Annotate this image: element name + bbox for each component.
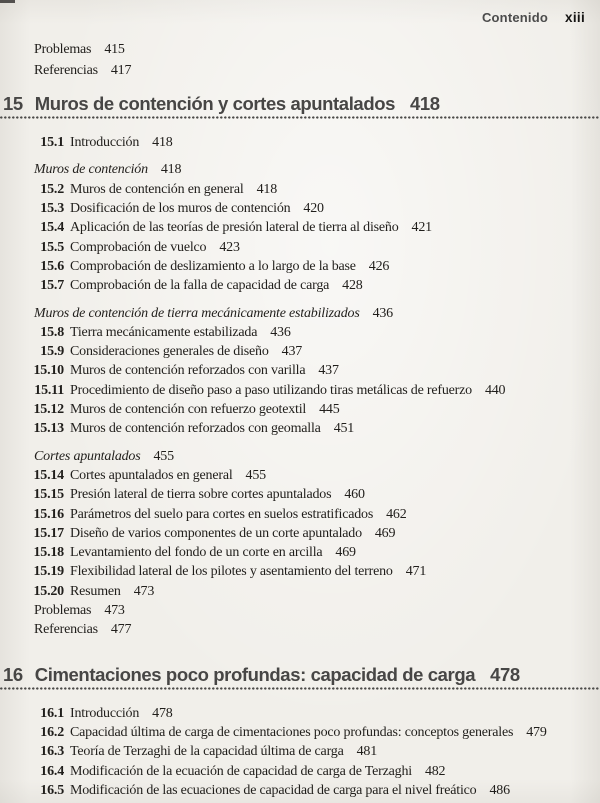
toc-list-item (27, 601, 590, 620)
chapter-entry-list (0, 133, 600, 639)
chapter-15-section (0, 93, 600, 639)
entry-page-number: 477 (110, 622, 132, 638)
entry-page-number: 437 (281, 344, 303, 360)
entry-page-number: 473 (104, 603, 125, 619)
entry-title: Referencias (34, 62, 98, 78)
entry-page-number: 482 (424, 763, 446, 779)
entry-page-number: 455 (153, 448, 174, 464)
entry-page-number: 436 (372, 305, 393, 321)
entry-number: 16.2 (40, 724, 64, 740)
entry-title: Muros de contención (34, 162, 148, 178)
entry-page-number: 445 (319, 402, 340, 418)
entry-number: 16.4 (40, 763, 64, 779)
entry-title: Introducción (70, 705, 140, 721)
entry-title: Comprobación de deslizamiento a lo largo de la base (70, 258, 356, 274)
entry-title: Modificación de las ecuaciones de capacidad de carga para el nivel freático (70, 782, 477, 798)
toc-entry (27, 199, 590, 218)
toc-entry (27, 419, 590, 438)
chapter-entry-list (0, 704, 600, 800)
entry-title: Presión lateral de tierra sobre cortes apuntalados (70, 487, 332, 503)
entry-page-number: 479 (526, 724, 547, 740)
toc-entry (27, 133, 590, 152)
entry-page-number: 451 (333, 421, 355, 437)
entry-page-number: 486 (489, 782, 510, 798)
chapter-page-number: 478 (490, 663, 520, 685)
chapter-16-section (0, 664, 600, 800)
entry-page-number: 469 (335, 545, 356, 561)
toc-entry (27, 276, 590, 295)
entry-page-number: 455 (245, 467, 266, 483)
entry-page-number: 462 (386, 506, 407, 522)
chapter-number: 15 (3, 93, 23, 115)
entry-title: Introducción (70, 135, 140, 151)
toc-entry (27, 466, 590, 485)
toc-entry (27, 218, 590, 237)
toc-list-item (27, 40, 590, 61)
entry-title: Flexibilidad lateral de los pilotes y asentamiento del terreno (70, 564, 393, 580)
entry-page-number: 423 (219, 239, 240, 255)
entry-number: 15.5 (40, 239, 64, 255)
entry-number: 15.4 (40, 220, 64, 236)
entry-number: 15.18 (33, 545, 64, 561)
entry-title: Referencias (34, 622, 98, 638)
toc-entry (27, 762, 590, 781)
chapter-heading (0, 93, 600, 115)
toc-entry (27, 342, 590, 361)
entry-title: Capacidad última de carga de cimentaciones poco profundas: conceptos generales (70, 724, 514, 740)
toc-entry (27, 257, 590, 276)
entry-page-number: 415 (104, 42, 125, 57)
toc-entry (27, 485, 590, 504)
entry-number: 16.3 (40, 744, 64, 760)
entry-title: Parámetros del suelo para cortes en suelos estratificados (70, 506, 374, 522)
toc-entry (27, 742, 590, 761)
entry-number: 15.20 (33, 583, 64, 599)
entry-page-number: 460 (344, 487, 365, 503)
entry-title: Muros de contención reforzados con varilla (70, 363, 306, 379)
toc-group-heading (27, 160, 590, 179)
entry-page-number: 420 (303, 201, 324, 217)
toc-entry (27, 524, 590, 543)
entry-page-number: 473 (133, 583, 155, 599)
entry-title: Tierra mecánicamente estabilizada (70, 324, 258, 340)
entry-title: Modificación de la ecuación de capacidad de carga de Terzaghi (70, 763, 412, 779)
entry-title: Levantamiento del fondo de un corte en arcilla (70, 545, 323, 561)
running-head-title: Contenido (481, 10, 549, 25)
entry-title: Cortes apuntalados en general (70, 467, 233, 483)
entry-number: 16.1 (40, 705, 64, 721)
entry-page-number: 421 (411, 220, 432, 236)
entry-title: Muros de contención con refuerzo geotextil (70, 402, 307, 418)
entry-title: Procedimiento de diseño paso a paso utilizando tiras metálicas de refuerzo (70, 382, 472, 398)
entry-title: Comprobación de vuelco (70, 239, 207, 255)
toc-entry (27, 562, 590, 581)
chapter-heading (0, 664, 600, 686)
entry-number: 15.8 (40, 324, 64, 340)
entry-number: 16.5 (40, 782, 64, 798)
entry-page-number: 428 (342, 278, 363, 294)
page-folio: xiii (565, 10, 585, 25)
entry-title: Muros de contención de tierra mecánicamente estabilizados (34, 305, 360, 321)
toc-entry (27, 361, 590, 380)
toc-entry (27, 180, 590, 199)
entry-page-number: 481 (356, 744, 378, 760)
entry-title: Aplicación de las teorías de presión lateral de tierra al diseño (70, 220, 399, 236)
entry-number: 15.13 (33, 421, 64, 437)
toc-list-item (27, 620, 590, 639)
chapter-page-number: 418 (410, 93, 440, 115)
toc-entry (27, 543, 590, 562)
toc-entry (27, 381, 590, 400)
entry-number: 15.16 (33, 506, 64, 522)
toc-entry (27, 238, 590, 257)
toc-entry (27, 400, 590, 419)
previous-chapter-end-list (0, 40, 600, 81)
toc-entry (27, 781, 590, 800)
entry-page-number: 418 (160, 162, 182, 178)
chapter-number: 16 (3, 663, 23, 685)
entry-page-number: 418 (152, 135, 173, 151)
entry-page-number: 437 (318, 363, 339, 379)
dotted-rule (0, 116, 600, 119)
entry-number: 15.9 (40, 344, 64, 360)
entry-number: 15.1 (40, 135, 64, 151)
entry-number: 15.19 (33, 564, 64, 580)
entry-page-number: 469 (374, 525, 396, 541)
entry-number: 15.2 (40, 181, 64, 197)
toc-entry (27, 723, 590, 742)
entry-page-number: 417 (110, 62, 132, 78)
entry-number: 15.12 (33, 402, 64, 418)
entry-number: 15.3 (40, 201, 64, 217)
entry-page-number: 426 (368, 258, 390, 274)
entry-title: Muros de contención en general (70, 181, 244, 197)
entry-title: Cortes apuntalados (34, 448, 141, 464)
toc-entry (27, 582, 590, 601)
scan-artifact (0, 0, 15, 3)
entry-title: Teoría de Terzaghi de la capacidad última de carga (70, 744, 344, 760)
chapter-title: Cimentaciones poco profundas: capacidad de carga (34, 663, 476, 685)
entry-number: 15.10 (33, 363, 64, 379)
entry-number: 15.11 (34, 382, 64, 398)
entry-number: 15.17 (33, 525, 64, 541)
entry-title: Problemas (34, 603, 92, 619)
toc-entry (27, 704, 590, 723)
entry-page-number: 471 (405, 564, 427, 580)
dotted-rule (0, 687, 600, 690)
entry-title: Consideraciones generales de diseño (70, 344, 269, 360)
entry-number: 15.6 (40, 258, 64, 274)
toc-group-heading (27, 447, 590, 466)
chapter-title: Muros de contención y cortes apuntalados (34, 93, 396, 115)
entry-title: Comprobación de la falla de capacidad de carga (70, 278, 330, 294)
entry-number: 15.14 (33, 467, 64, 483)
toc-list-item (27, 61, 590, 82)
entry-page-number: 436 (270, 324, 291, 340)
entry-title: Resumen (70, 583, 121, 599)
toc-group-heading (27, 304, 590, 323)
entry-number: 15.7 (40, 278, 64, 294)
toc-entry (27, 323, 590, 342)
entry-title: Dosificación de los muros de contención (70, 201, 291, 217)
page-header (0, 0, 600, 26)
entry-title: Diseño de varios componentes de un corte apuntalado (70, 525, 362, 541)
entry-title: Muros de contención reforzados con geomalla (70, 421, 321, 437)
entry-page-number: 418 (256, 181, 278, 197)
toc-entry (27, 505, 590, 524)
entry-title: Problemas (34, 42, 92, 57)
entry-number: 15.15 (33, 487, 64, 503)
entry-page-number: 478 (152, 705, 173, 721)
entry-page-number: 440 (484, 382, 506, 398)
